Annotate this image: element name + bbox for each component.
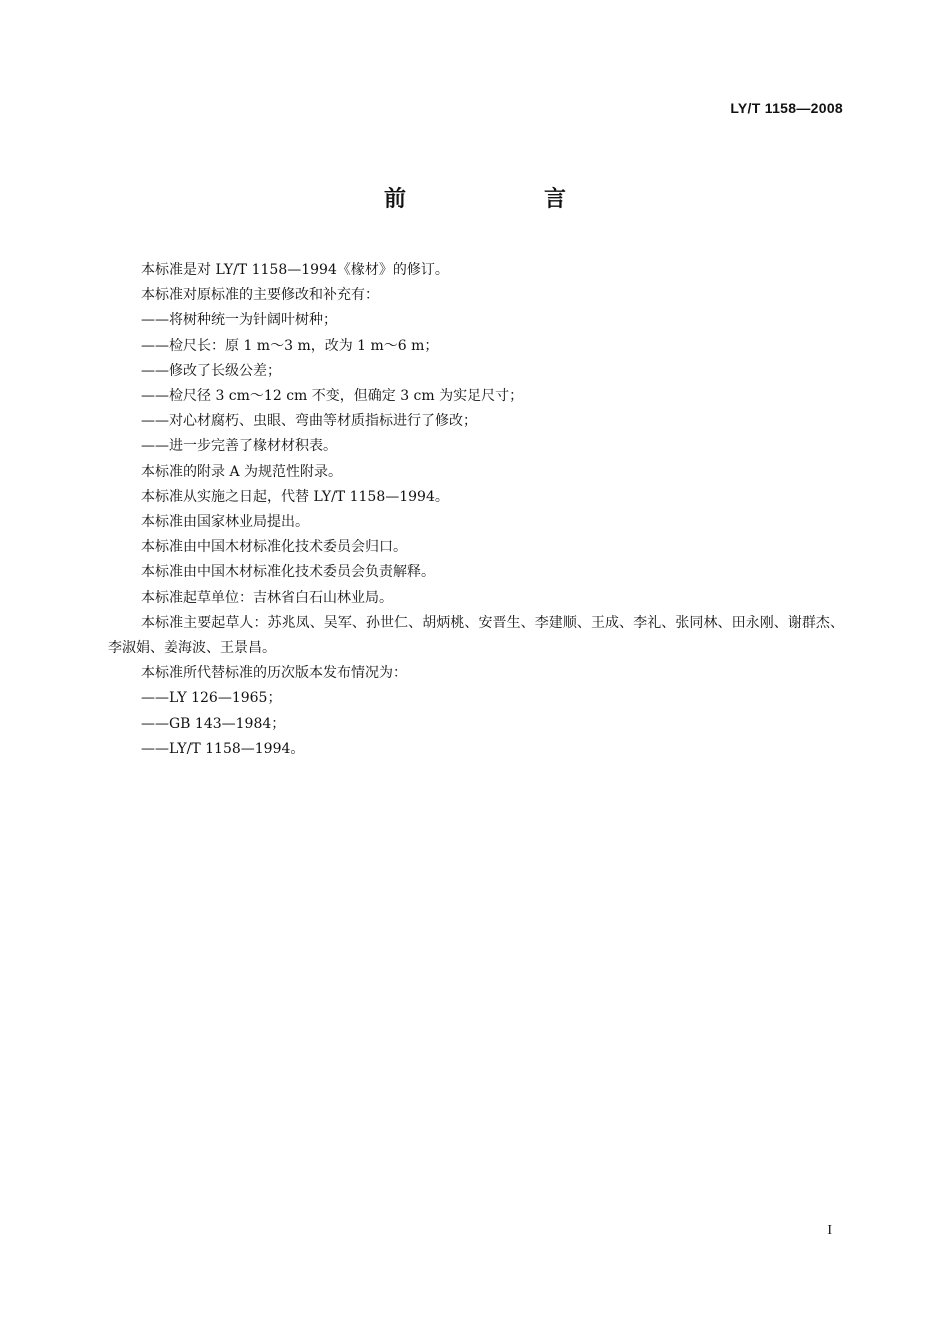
paragraph-replaces: 本标准从实施之日起，代替 LY/T 1158—1994。 <box>141 488 449 505</box>
list-item: ——LY/T 1158—1994。 <box>141 740 305 757</box>
page-title: 前 言 <box>383 187 624 212</box>
list-item: ——进一步完善了椽材材积表。 <box>141 438 337 455</box>
paragraph-appendix: 本标准的附录 A 为规范性附录。 <box>141 463 343 480</box>
paragraph-drafting-unit: 本标准起草单位：吉林省白石山林业局。 <box>141 589 393 606</box>
paragraph-changes-intro: 本标准对原标准的主要修改和补充有： <box>141 287 379 304</box>
foreword-body <box>108 258 844 762</box>
paragraph-revision-note: 本标准是对 LY/T 1158—1994《椽材》的修订。 <box>141 262 449 278</box>
list-item: ——LY 126—1965； <box>141 690 282 707</box>
list-item: ——对心材腐朽、虫眼、弯曲等材质指标进行了修改； <box>141 413 477 430</box>
paragraph-history-intro: 本标准所代替标准的历次版本发布情况为： <box>141 665 407 682</box>
list-item: ——检尺长：原 1 m～3 m，改为 1 m～6 m； <box>141 337 439 354</box>
list-item: ——GB 143—1984； <box>141 715 286 732</box>
page-number: I <box>827 1223 832 1238</box>
paragraph-centralized-by: 本标准由中国木材标准化技术委员会归口。 <box>141 539 407 556</box>
list-item: ——修改了长级公差； <box>141 362 281 379</box>
standard-code-header: LY/T 1158—2008 <box>730 100 843 116</box>
paragraph-proposed-by: 本标准由国家林业局提出。 <box>141 514 309 531</box>
list-item: ——检尺径 3 cm～12 cm 不变，但确定 3 cm 为实足尺寸； <box>141 388 524 405</box>
paragraph-drafters: 本标准主要起草人：苏兆凤、吴军、孙世仁、胡炳桃、安晋生、李建顺、王成、李礼、张同林、田永刚、谢群杰、李淑娟、姜海波、王景昌。 <box>108 614 844 657</box>
list-item: ——将树种统一为针阔叶树种； <box>141 312 337 329</box>
paragraph-interpreted-by: 本标准由中国木材标准化技术委员会负责解释。 <box>141 564 435 581</box>
